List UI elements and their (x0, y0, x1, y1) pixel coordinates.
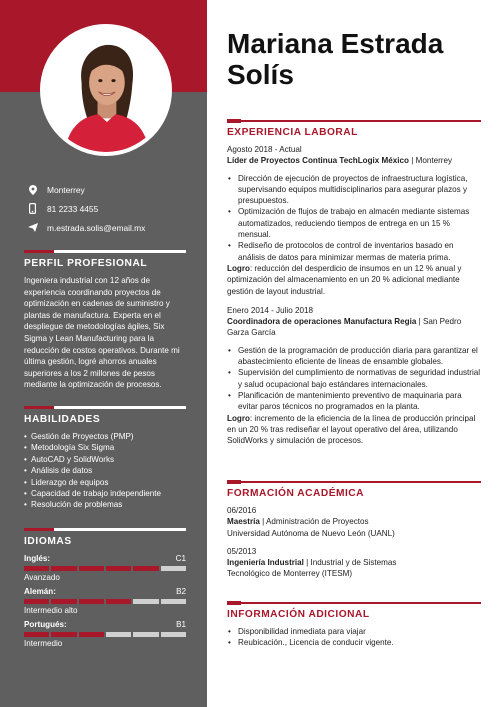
skill-item: • Gestión de Proyectos (PMP) (24, 431, 186, 442)
level-segment (133, 632, 158, 637)
profile-text: Ingeniera industrial con 12 años de experiencia coordinando proyectos de optimización en cadenas de suministro y plantas de manufactura. Experta en el despliegue de metodologías ágiles, Six Sigma y Lean Manufacturing para la reducción de costos operativos. Durante mi última gestión, logré ahorros anuales superiores a los 2 millones de pesos mediante la optimización de procesos. (24, 276, 180, 390)
languages-list (24, 553, 186, 650)
level-segment (24, 599, 49, 604)
additional-section (227, 602, 481, 649)
job-place: | Monterrey (409, 156, 453, 166)
job-bullet: • Dirección de ejecución de proyectos de infraestructura logística, supervisando equipos multidisciplinarios para asegurar plazos y presupuestos. (227, 173, 481, 207)
section-divider (24, 528, 186, 531)
level-segment (106, 632, 131, 637)
section-divider (24, 250, 186, 253)
candidate-name-line1: Mariana Estrada (227, 28, 444, 59)
achievement-text: : reducción del desperdicio de insumos en un 12 % anual y optimización del almacenamiento en un 20 % adicional mediante gestión de layout industrial. (227, 263, 462, 296)
profile-photo (40, 24, 172, 156)
additional-list (227, 626, 481, 649)
skill-item: • Capacidad de trabajo independiente (24, 488, 186, 499)
level-segment (133, 599, 158, 604)
level-segment (79, 566, 104, 571)
level-segment (161, 566, 186, 571)
language-level: C1 (175, 554, 186, 563)
additional-item: • Reubicación., Licencia de conducir vigente. (227, 637, 481, 648)
contact-location-text: Monterrey (47, 184, 85, 195)
skills-section (24, 406, 186, 511)
candidate-name-line2: Solís (227, 59, 294, 90)
education-section (227, 481, 481, 580)
language-item (24, 553, 186, 584)
level-segment (161, 599, 186, 604)
location-pin-icon (26, 185, 39, 195)
job-entry (227, 144, 481, 297)
send-icon (26, 223, 39, 232)
section-divider (227, 120, 481, 122)
language-level-bar (24, 599, 186, 604)
language-name: Inglés: (24, 554, 51, 563)
job-bullets (227, 173, 481, 263)
language-level: B1 (176, 620, 186, 629)
job-role: Líder de Proyectos Continua TechLogix México (227, 156, 409, 166)
experience-title: EXPERIENCIA LABORAL (227, 127, 358, 138)
education-list (227, 505, 481, 580)
education-degree-line (227, 557, 481, 568)
job-entry (227, 305, 481, 447)
language-item (24, 619, 186, 650)
contact-phone-text: 81 2233 4455 (47, 203, 99, 214)
jobs-list (227, 144, 481, 446)
level-segment (106, 566, 131, 571)
job-period: Agosto 2018 - Actual (227, 145, 302, 154)
language-level-bar (24, 566, 186, 571)
section-divider (227, 481, 481, 483)
level-segment (79, 632, 104, 637)
additional-item: • Disponibilidad inmediata para viajar (227, 626, 481, 637)
job-role: Coordinadora de operaciones Manufactura Regia (227, 317, 417, 327)
skills-list (24, 431, 186, 511)
candidate-name (227, 28, 443, 90)
section-divider (227, 602, 481, 604)
level-segment (161, 632, 186, 637)
level-segment (106, 599, 131, 604)
skills-title: HABILIDADES (24, 414, 101, 425)
level-segment (79, 599, 104, 604)
skill-item: • Análisis de datos (24, 465, 186, 476)
profile-section (24, 250, 186, 391)
job-bullets (227, 345, 481, 413)
education-date: 05/2013 (227, 546, 257, 556)
language-description: Avanzado (24, 573, 60, 582)
level-segment (133, 566, 158, 571)
level-segment (51, 632, 76, 637)
contact-block (26, 180, 196, 237)
skill-item: • AutoCAD y SolidWorks (24, 454, 186, 465)
education-school: Tecnológico de Monterrey (ITESM) (227, 569, 353, 579)
achievement-label: Logro (227, 263, 250, 273)
job-place: | San Pedro Garza García (227, 317, 462, 338)
contact-phone (26, 199, 196, 218)
skill-item: • Resolución de problemas (24, 499, 186, 510)
skill-item: • Liderazgo de equipos (24, 477, 186, 488)
job-bullet: • Rediseño de protocolos de control de inventarios basado en análisis de datos para minimizar mermas de materia prima. (227, 240, 481, 263)
main-content (207, 0, 500, 707)
level-segment (24, 632, 49, 637)
education-title: FORMACIÓN ACADÉMICA (227, 488, 365, 499)
language-level-bar (24, 632, 186, 637)
profile-title: PERFIL PROFESIONAL (24, 258, 148, 269)
language-name: Portugués: (24, 620, 67, 629)
contact-location (26, 180, 196, 199)
education-field: | Administración de Proyectos (259, 517, 369, 527)
language-description: Intermedio alto (24, 606, 78, 615)
section-divider (24, 406, 186, 409)
job-achievement (227, 263, 481, 297)
language-name: Alemán: (24, 587, 56, 596)
level-segment (24, 566, 49, 571)
job-bullet: • Optimización de flujos de trabajo en almacén mediante sistemas automatizados, reduciendo tiempos de entrega en un 15 % mensual. (227, 206, 481, 240)
education-date: 06/2016 (227, 506, 257, 515)
contact-email-text[interactable]: m.estrada.solis@email.mx (47, 222, 146, 233)
job-title (227, 155, 481, 166)
education-school: Universidad Autónoma de Nuevo León (UANL) (227, 528, 395, 538)
job-period: Enero 2014 - Julio 2018 (227, 305, 313, 315)
job-title (227, 316, 481, 339)
education-entry (227, 546, 481, 580)
education-entry (227, 505, 481, 539)
job-achievement (227, 413, 481, 447)
language-header (24, 586, 186, 598)
languages-title: IDIOMAS (24, 536, 72, 547)
education-degree: Ingeniería Industrial (227, 558, 304, 568)
level-segment (51, 566, 76, 571)
education-degree-line (227, 516, 481, 527)
language-item (24, 586, 186, 617)
achievement-label: Logro (227, 413, 250, 423)
language-description: Intermedio (24, 639, 63, 648)
education-field: | Industrial y de Sistemas (303, 558, 397, 568)
experience-section (227, 120, 481, 446)
language-level: B2 (176, 587, 186, 596)
skill-item: • Metodología Six Sigma (24, 442, 186, 453)
languages-section (24, 528, 186, 652)
job-bullet: • Supervisión del cumplimiento de normativas de seguridad industrial y salud ocupacional bajo estándares internacionales. (227, 367, 481, 390)
language-header (24, 553, 186, 565)
phone-icon (26, 203, 39, 214)
additional-title: INFORMACIÓN ADICIONAL (227, 609, 370, 620)
job-bullet: • Planificación de mantenimiento preventivo de maquinaria para evitar paros técnicos no programados en la planta. (227, 390, 481, 413)
achievement-text: : incremento de la eficiencia de la línea de producción principal en un 20 % tras rediseñar el layout operativo del área, utilizando SolidWorks y simulación de procesos. (227, 413, 476, 446)
job-bullet: • Gestión de la programación de producción diaria para garantizar el abastecimiento eficiente de líneas de ensamble globales. (227, 345, 481, 368)
language-header (24, 619, 186, 631)
sidebar (0, 0, 207, 707)
level-segment (51, 599, 76, 604)
contact-email (26, 218, 196, 237)
education-degree: Maestría (227, 517, 260, 527)
